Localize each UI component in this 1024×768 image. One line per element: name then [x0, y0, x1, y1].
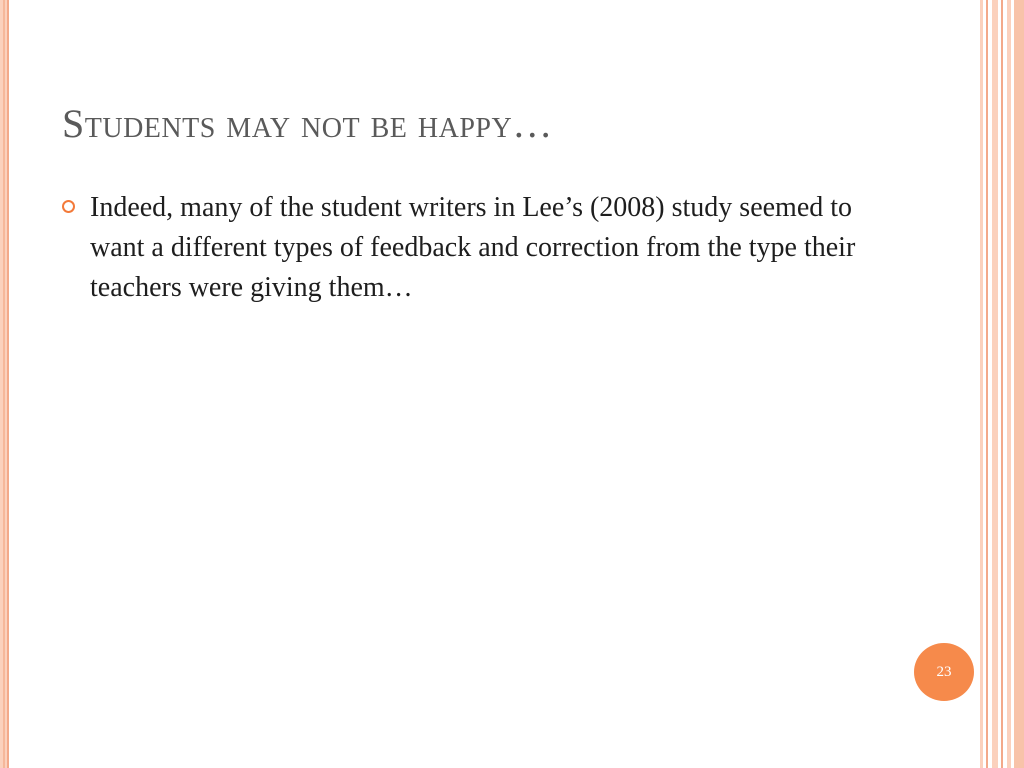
- right-border-stripe: [992, 0, 998, 768]
- bullet-item: [62, 188, 902, 308]
- right-border-decoration: [976, 0, 1024, 768]
- left-border-decoration: [0, 0, 9, 768]
- left-border-stripe: [3, 0, 5, 768]
- right-border-stripe: [1014, 0, 1024, 768]
- bullet-circle-icon: [62, 200, 75, 213]
- right-border-stripe: [1001, 0, 1003, 768]
- right-border-stripe: [980, 0, 983, 768]
- page-number: 23: [936, 663, 952, 680]
- bullet-text: Indeed, many of the student writers in Lee’s (2008) study seemed to want a different types of feedback and correction from the type their teachers were giving them…: [90, 192, 856, 303]
- slide-title: Students may not be happy…: [62, 101, 553, 146]
- right-border-stripe: [1007, 0, 1011, 768]
- slide-body: [62, 188, 902, 308]
- page-number-badge: [914, 643, 974, 701]
- right-border-stripe: [986, 0, 988, 768]
